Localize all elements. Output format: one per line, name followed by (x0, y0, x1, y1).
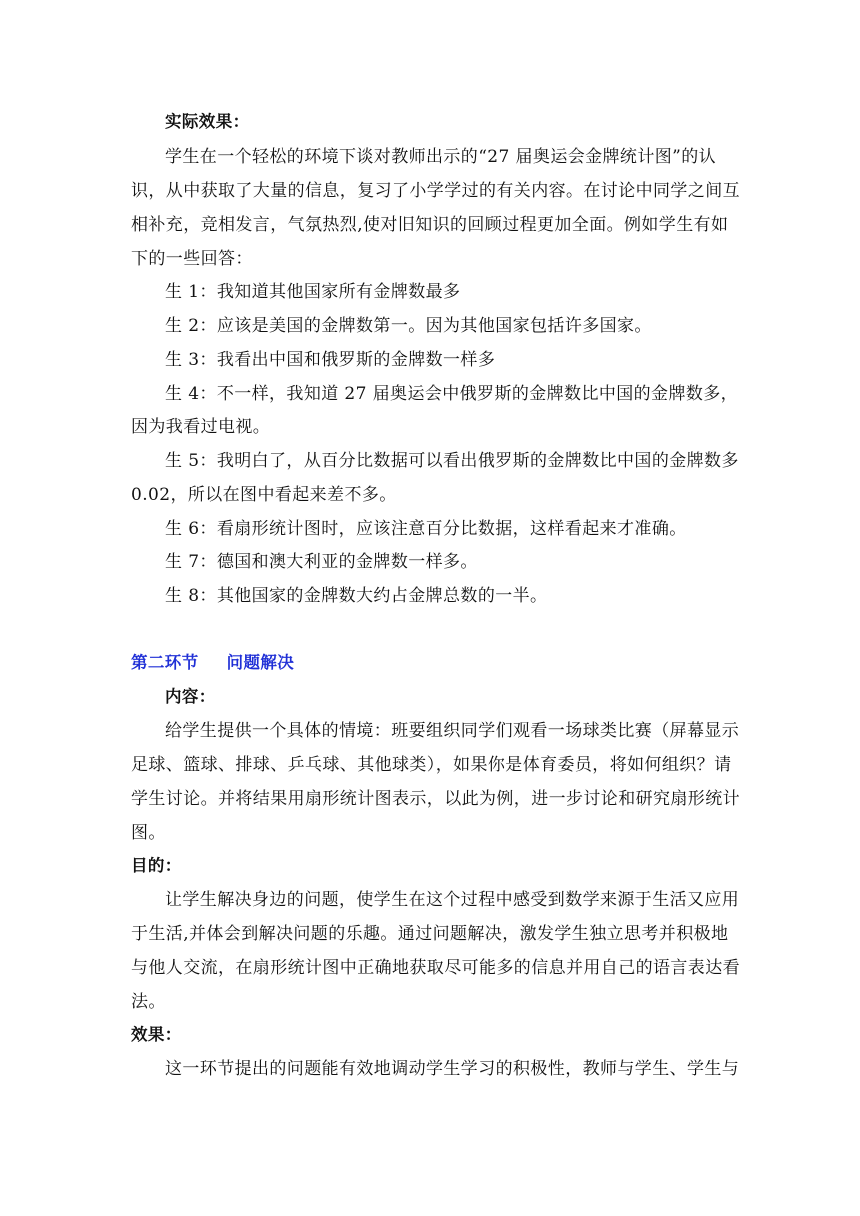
section-title-part1: 第二环节 (131, 653, 199, 672)
student-answer: 生 8：其他国家的金牌数大约占金牌总数的一半。 (165, 586, 548, 606)
purpose-heading: 目的： (131, 856, 182, 875)
student-answer: 生 2：应该是美国的金牌数第一。因为其他国家包括许多国家。 (165, 316, 652, 336)
paragraph-line: 识，从中获取了大量的信息，复习了小学学过的有关内容。在讨论中同学之间互 (131, 181, 740, 201)
content-heading: 内容： (165, 687, 216, 706)
student-answer: 因为我看过电视。 (131, 417, 271, 437)
section-title (131, 652, 735, 674)
paragraph-line: 法。 (131, 992, 166, 1012)
paragraph-line: 下的一些回答： (131, 249, 253, 269)
section-title-part2: 问题解决 (226, 653, 295, 672)
actual-effect-heading: 实际效果： (165, 112, 250, 131)
student-answer: 生 4：不一样，我知道 27 届奥运会中俄罗斯的金牌数比中国的金牌数多， (165, 384, 739, 404)
student-answer: 生 3：我看出中国和俄罗斯的金牌数一样多 (165, 350, 496, 370)
paragraph-line: 学生在一个轻松的环境下谈对教师出示的“27 届奥运会金牌统计图”的认 (165, 147, 717, 167)
paragraph-line: 这一环节提出的问题能有效地调动学生学习的积极性，教师与学生、学生与 (165, 1059, 740, 1079)
paragraph-line: 图。 (131, 823, 166, 843)
paragraph-line: 给学生提供一个具体的情境：班要组织同学们观看一场球类比赛（屏幕显示 (165, 721, 740, 741)
paragraph-line: 与他人交流，在扇形统计图中正确地获取尽可能多的信息并用自己的语言表达看 (131, 958, 740, 978)
effect-heading: 效果： (131, 1025, 182, 1044)
student-answer: 生 1：我知道其他国家所有金牌数最多 (165, 282, 461, 302)
paragraph-line: 相补充，竞相发言，气氛热烈,使对旧知识的回顾过程更加全面。例如学生有如 (131, 215, 729, 235)
student-answer: 生 6：看扇形统计图时，应该注意百分比数据，这样看起来才准确。 (165, 519, 687, 539)
student-answer: 0.02，所以在图中看起来差不多。 (131, 485, 397, 505)
student-answer: 生 5：我明白了，从百分比数据可以看出俄罗斯的金牌数比中国的金牌数多 (165, 451, 739, 471)
paragraph-line: 让学生解决身边的问题，使学生在这个过程中感受到数学来源于生活又应用 (165, 890, 740, 910)
student-answer: 生 7：德国和澳大利亚的金牌数一样多。 (165, 552, 478, 572)
paragraph-line: 于生活,并体会到解决问题的乐趣。通过问题解决，激发学生独立思考并积极地 (131, 924, 729, 944)
paragraph-line: 学生讨论。并将结果用扇形统计图表示，以此为例，进一步讨论和研究扇形统计 (131, 789, 740, 809)
paragraph-line: 足球、篮球、排球、乒乓球、其他球类），如果你是体育委员，将如何组织？请 (131, 755, 732, 775)
